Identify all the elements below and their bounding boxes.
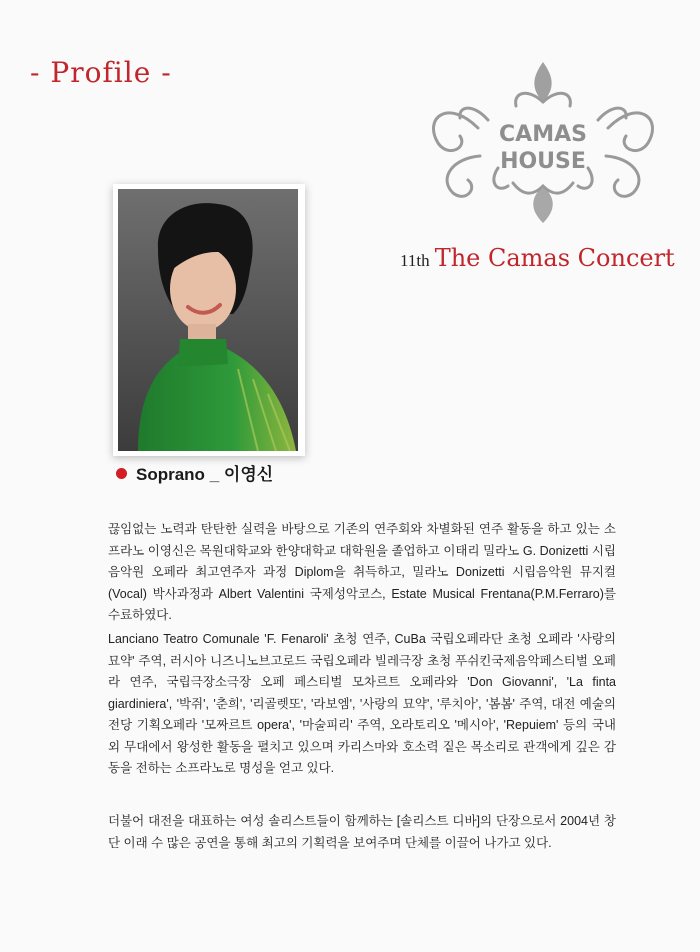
performer-role: Soprano [136, 465, 205, 484]
profile-title: - Profile - [30, 56, 172, 89]
biography-paragraph: Lanciano Teatro Comunale 'F. Fenaroli' 초청 연주, CuBa 국립오페라단 초청 오페라 '사랑의 묘약' 주역, 러시아 니즈니노브고로드 국립오페라 빌레극장 초청 푸쉬킨국제음악페스티벌 오페라 연주, 국립극장소극장 오페 페스티벌 모차르트 오페라와 'Don Giovanni', 'La finta giardiniera', '박쥐', '춘희', '리골렛또', '라보엠', '사랑의 묘약', '루치아', '봄봄' 주역, 대전 예술의전당 기획오페라 '모짜르트 opera', '마술피리' 주역, 오라토리오 '메시아', 'Repuiem' 등의 국내외 무대에서 왕성한 활동을 펼치고 있으며 카리스마와 호소력 짙은 목소리로 관객에게 깊은 감동을 전하는 소프라노로 명성을 얻고 있다. [108, 632, 616, 775]
biography-paragraph: 더불어 대전을 대표하는 여성 솔리스트들이 함께하는 [솔리스트 디바]의 단장으로서 2004년 창단 이래 수 많은 공연을 통해 최고의 기획력을 보여주며 단체를 이끌어 나가고 있다. [108, 814, 616, 850]
logo-text-camas: CAMAS [499, 122, 587, 147]
logo-text-house: HOUSE [500, 149, 586, 174]
biography-paragraph: 끊임없는 노력과 탄탄한 실력을 바탕으로 기존의 연주회와 차별화된 연주 활동을 하고 있는 소프라노 이영신은 목원대학교와 한양대학교 대학원을 졸업하고 이태리 밀라노 G. Donizetti 시립음악원 오페라 최고연주자 과정 Diplom을 취득하고, 밀라노 Donizetti 시립음악원 뮤지컬(Vocal) 박사과정과 Albert Valentini 국제성악코스, Estate Musical Frentana(P.M.Ferraro)를 수료하였다. [108, 522, 616, 622]
concert-number: 11th [400, 251, 430, 270]
performer-name: 이영신 [223, 465, 274, 484]
performer-photo [118, 189, 298, 451]
camas-house-logo [418, 58, 668, 228]
name-separator: _ [209, 465, 220, 484]
concert-title [400, 244, 675, 272]
performer-photo-frame [113, 184, 305, 456]
concert-name: The Camas Concert [434, 244, 675, 272]
performer-name-line [116, 460, 273, 485]
bullet-dot-icon [116, 468, 127, 479]
